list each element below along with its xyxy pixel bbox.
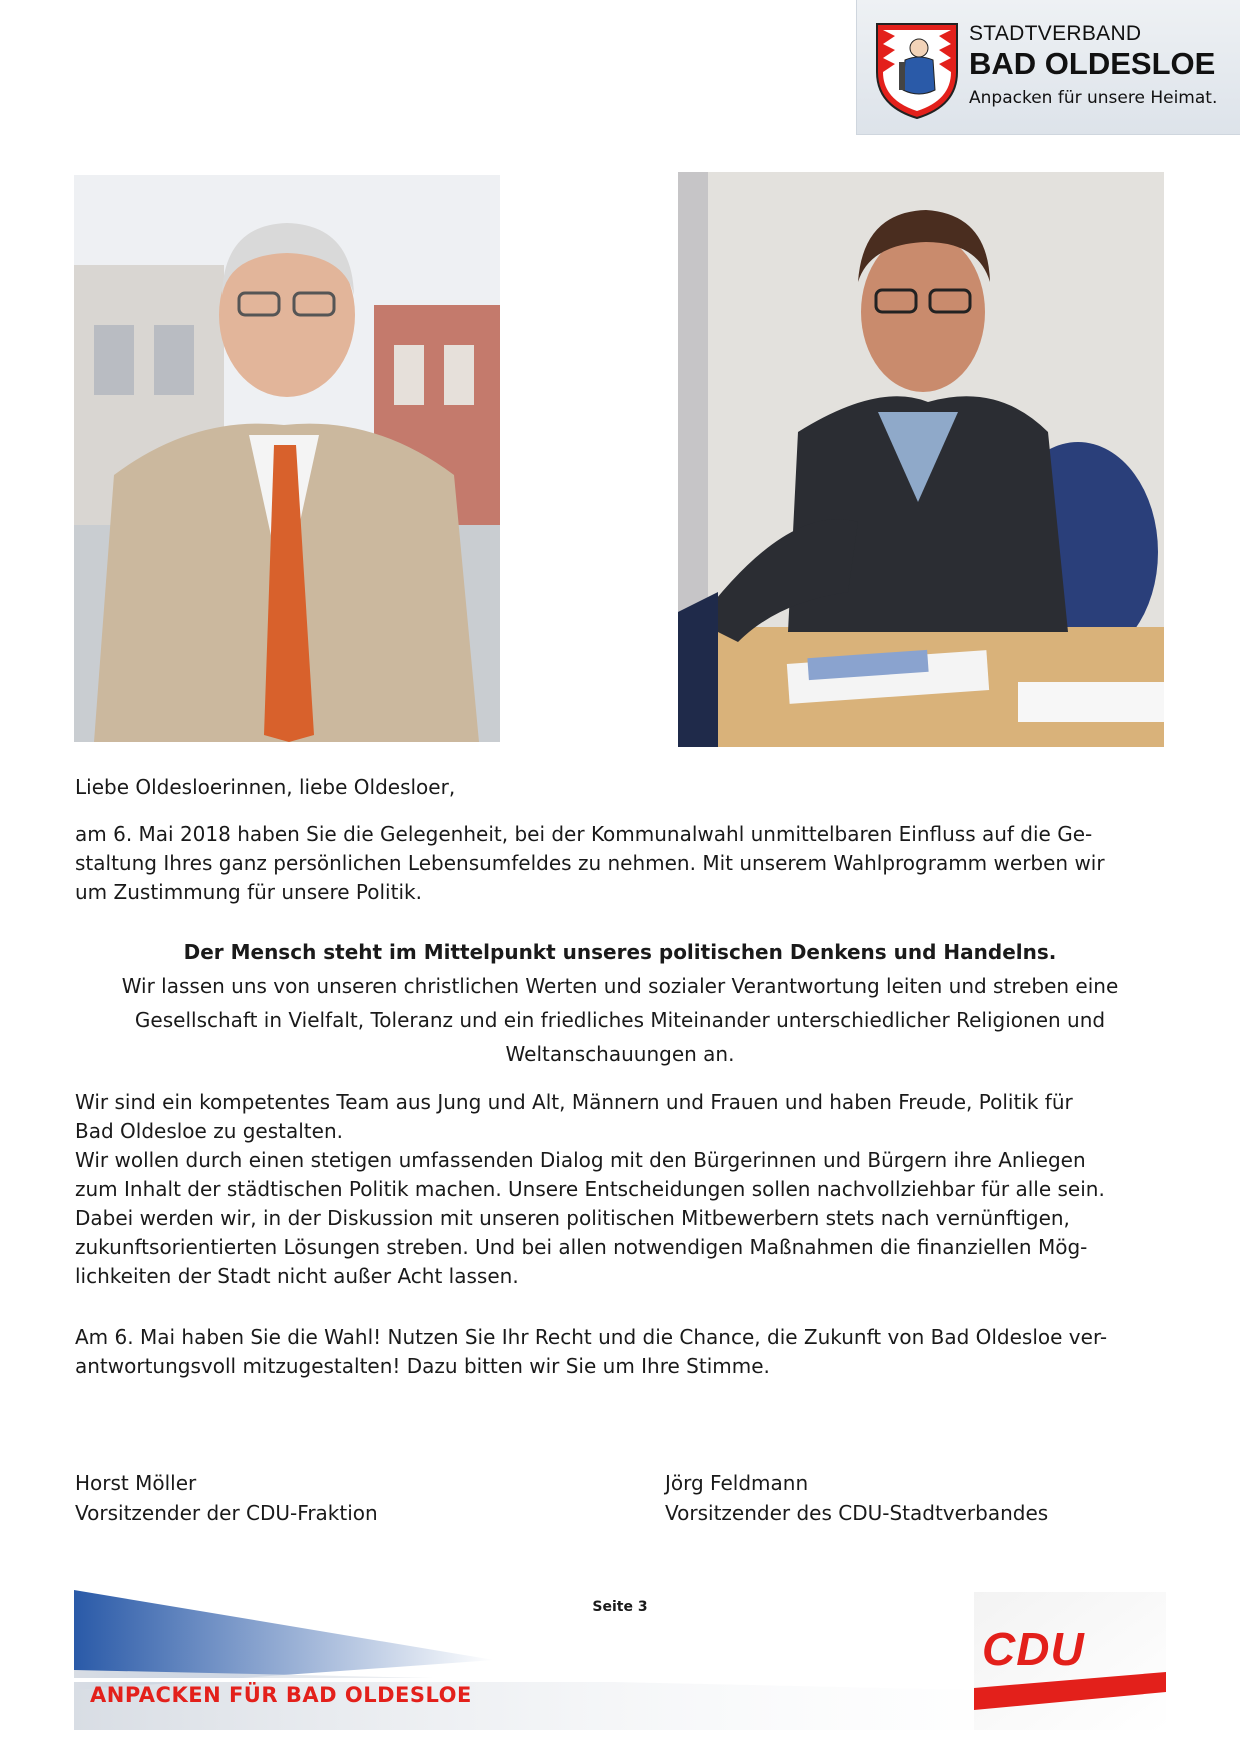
closing-line: antwortungsvoll mitzugestalten! Dazu bitten wir Sie um Ihre Stimme. bbox=[75, 1354, 770, 1378]
logo-title-line2: BAD OLDESLOE bbox=[969, 46, 1216, 81]
portrait-photo-left bbox=[74, 175, 500, 742]
team-line: Bad Oldesloe zu gestalten. bbox=[75, 1119, 343, 1143]
team-line: Wir wollen durch einen stetigen umfassenden Dialog mit den Bürgerinnen und Bürgern ihre Anliegen bbox=[75, 1148, 1086, 1172]
city-crest-icon bbox=[873, 20, 961, 120]
team-line: Dabei werden wir, in der Diskussion mit unseren politischen Mitbewerbern stets nach vernünftigen, bbox=[75, 1206, 1070, 1230]
team-line: Wir sind ein kompetentes Team aus Jung und Alt, Männern und Frauen und haben Freude, Politik für bbox=[75, 1090, 1073, 1114]
motto-line: Weltanschauungen an. bbox=[505, 1042, 735, 1066]
intro-line: um Zustimmung für unsere Politik. bbox=[75, 880, 422, 904]
intro-paragraph bbox=[75, 820, 1165, 907]
signature-role: Vorsitzender des CDU-Stadtverbandes bbox=[665, 1501, 1049, 1525]
motto-paragraph bbox=[75, 935, 1165, 1071]
portrait-photo-right bbox=[678, 172, 1164, 747]
motto-headline: Der Mensch steht im Mittelpunkt unseres politischen Denkens und Handelns. bbox=[183, 940, 1057, 964]
team-line: zum Inhalt der städtischen Politik machen. Unsere Entscheidungen sollen nachvollziehbar für alle sein. bbox=[75, 1177, 1105, 1201]
page-number: Seite 3 bbox=[592, 1599, 648, 1615]
greeting: Liebe Oldesloerinnen, liebe Oldesloer, bbox=[75, 775, 456, 799]
signature-name: Jörg Feldmann bbox=[665, 1471, 809, 1495]
header-logo bbox=[856, 0, 1240, 135]
logo-tagline: Anpacken für unsere Heimat. bbox=[969, 88, 1218, 108]
signature-role: Vorsitzender der CDU-Fraktion bbox=[75, 1501, 378, 1525]
motto-line: Wir lassen uns von unseren christlichen Werten und sozialer Verantwortung leiten und streben eine bbox=[121, 974, 1119, 998]
team-line: lichkeiten der Stadt nicht außer Acht lassen. bbox=[75, 1264, 519, 1288]
team-paragraph bbox=[75, 1088, 1165, 1291]
footer-slogan: ANPACKEN FÜR BAD OLDESLOE bbox=[90, 1683, 472, 1707]
signature-left bbox=[75, 1468, 378, 1528]
intro-line: am 6. Mai 2018 haben Sie die Gelegenheit, bei der Kommunalwahl unmittelbaren Einfluss auf die Ge- bbox=[75, 822, 1093, 846]
logo-title-line1: STADTVERBAND bbox=[969, 22, 1142, 45]
signature-name: Horst Möller bbox=[75, 1471, 197, 1495]
intro-line: staltung Ihres ganz persönlichen Lebensumfeldes zu nehmen. Mit unserem Wahlprogramm werben wir bbox=[75, 851, 1105, 875]
team-line: zukunftsorientierten Lösungen streben. Und bei allen notwendigen Maßnahmen die finanziellen Mög- bbox=[75, 1235, 1088, 1259]
cdu-logo: CDU bbox=[982, 1623, 1085, 1675]
motto-line: Gesellschaft in Vielfalt, Toleranz und ein friedliches Miteinander unterschiedlicher Religionen und bbox=[134, 1008, 1106, 1032]
signature-right bbox=[665, 1468, 1048, 1528]
closing-paragraph bbox=[75, 1323, 1165, 1381]
closing-line: Am 6. Mai haben Sie die Wahl! Nutzen Sie Ihr Recht und die Chance, die Zukunft von Bad Oldesloe ver- bbox=[75, 1325, 1108, 1349]
